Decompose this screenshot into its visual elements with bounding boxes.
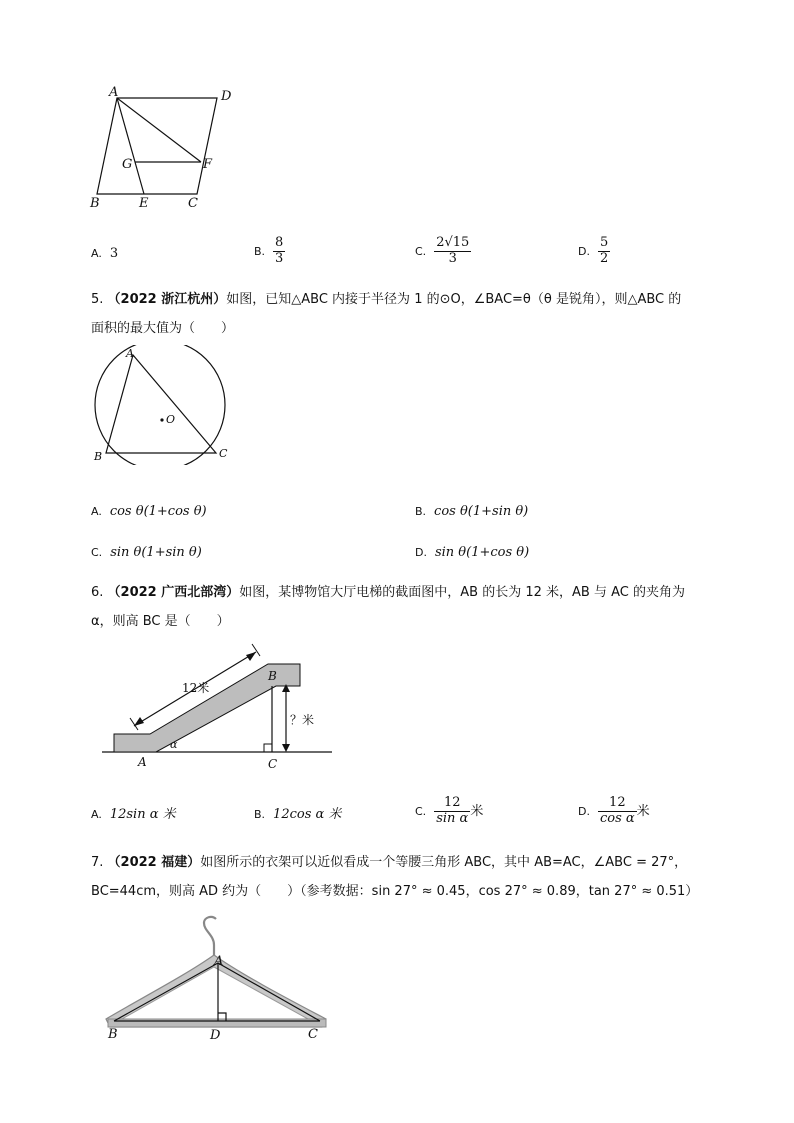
q7-figure [96, 915, 341, 1045]
label-O: O [166, 413, 176, 426]
fraction: $\frac{8}{3}$ [275, 235, 284, 266]
q6-stem: 6. （2022 广西北部湾）如图，某博物馆大厅电梯的截面图中，AB 的长为 12 米，AB 与 AC 的夹角为 α，则高 BC 是（ ） [91, 585, 685, 629]
height-label: ？米 [290, 713, 315, 727]
q4-option-c[interactable]: C. $\frac{2√15}{3}$ [415, 235, 470, 266]
label-B: B [268, 669, 277, 683]
q4-figure [85, 82, 255, 212]
q6-option-a[interactable]: A. 12sin α 米 [91, 807, 176, 822]
q6-figure [100, 640, 340, 775]
q5-figure [88, 345, 248, 465]
length-label: 12米 [182, 681, 210, 695]
q5-option-c[interactable]: C. sin θ(1+sin θ) [91, 545, 202, 560]
label-A: A [126, 347, 134, 360]
label-D: D [221, 89, 232, 104]
alpha-label: α [170, 738, 178, 751]
label-C: C [308, 1027, 318, 1042]
q4-option-d[interactable]: D. $\frac{5}{2}$ [578, 235, 609, 266]
label-A: A [109, 85, 119, 100]
label-B: B [94, 450, 103, 463]
label-C: C [268, 757, 278, 771]
q6-option-d[interactable]: D. $\frac{12}{\text{cos α}}$ 米 [578, 795, 650, 826]
label-E: E [139, 196, 149, 211]
q5-stem: 5. （2022 浙江杭州）如图，已知△ABC 内接于半径为 1 的⊙O，∠BAC=θ（θ 是锐角），则△ABC 的 面积的最大值为（ ） [91, 292, 682, 336]
label-B: B [90, 196, 100, 211]
fraction: $\frac{2√15}{3}$ [436, 235, 470, 266]
q4-option-a[interactable]: A. 3 [91, 246, 119, 261]
label-C: C [188, 196, 198, 211]
label-F: F [203, 157, 213, 172]
q4-option-b[interactable]: B. $\frac{8}{3}$ [254, 235, 284, 266]
q6-option-c[interactable]: C. $\frac{12}{\text{sin α}}$ 米 [415, 795, 484, 826]
q5-option-d[interactable]: D. sin θ(1+cos θ) [415, 545, 530, 560]
fraction: $\frac{12}{\text{cos α}}$ [599, 795, 635, 826]
q5-option-a[interactable]: A. cos θ(1+cos θ) [91, 504, 207, 519]
q6-option-b[interactable]: B. 12cos α 米 [254, 807, 342, 822]
label-A: A [138, 755, 147, 769]
fraction: $\frac{5}{2}$ [599, 235, 609, 266]
q5-option-b[interactable]: B. cos θ(1+sin θ) [415, 504, 529, 519]
label-C: C [219, 447, 228, 460]
label-D: D [210, 1028, 221, 1043]
fraction: $\frac{12}{\text{sin α}}$ [436, 795, 469, 826]
label-A: A [214, 954, 224, 969]
q7-stem: 7. （2022 福建）如图所示的衣架可以近似看成一个等腰三角形 ABC，其中 AB=AC，∠ABC = 27°， BC=44cm，则高 AD 约为（ ）（参考数据：sin 27° ≈ 0.45，cos 27° ≈ 0.89，tan 27° ≈ 0.51） [91, 855, 699, 899]
label-G: G [122, 157, 133, 172]
label-B: B [108, 1027, 118, 1042]
